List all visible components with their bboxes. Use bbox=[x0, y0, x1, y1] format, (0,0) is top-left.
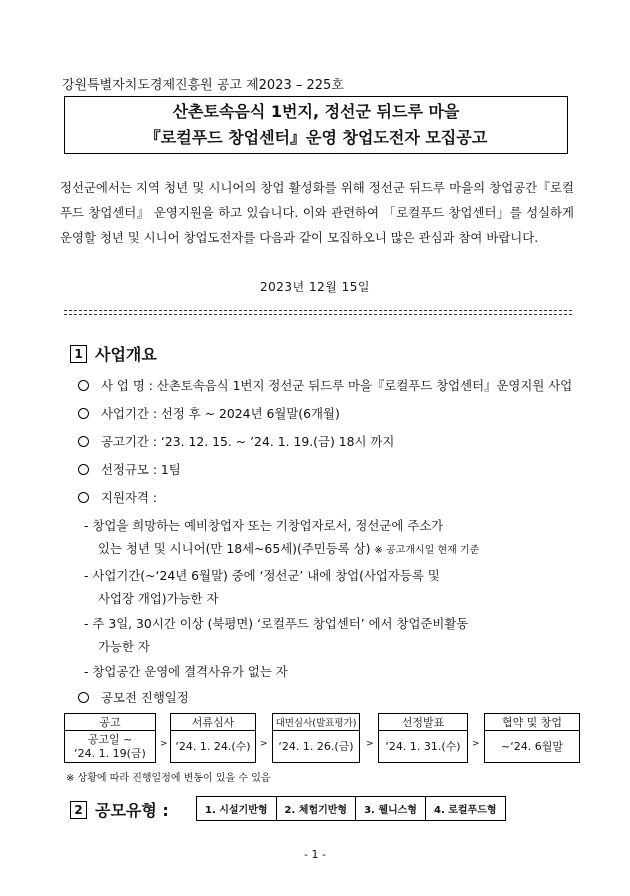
bullet-circle-icon bbox=[78, 464, 89, 475]
title-line-1: 산촌토속음식 1번지, 정선군 뒤드루 마을 bbox=[172, 102, 460, 121]
schedule-stage-notice: 공고 공고일 ~ ‘24. 1. 19(금) bbox=[64, 713, 156, 763]
schedule-note: ※ 상황에 따라 진행일정에 변동이 있을 수 있음 bbox=[66, 773, 271, 784]
type-experience: 2. 체험기반형 bbox=[277, 797, 357, 820]
type-localfood: 4. 로컬푸드형 bbox=[433, 805, 497, 816]
double-divider bbox=[64, 310, 572, 315]
overview-item-scale: 선정규모 : 1팀 bbox=[78, 460, 181, 478]
notice-number: 강원특별자치도경제진흥원 공고 제2023 – 225호 bbox=[62, 78, 344, 93]
arrow-right-icon: > bbox=[366, 739, 374, 749]
intro-paragraph: 정선군에서는 지역 청년 및 시니어의 창업 활성화를 위해 정선군 뒤드루 마을의 창업공간『로컬푸드 창업센터』 운영지원을 하고 있습니다. 이와 관련하여 「로컬푸드 창업센터」를 성실하게 운영할 청년 및 시니어 창업도전자를 다음과 같이 모집하오니 많은 관심과 참여 바랍니다. bbox=[60, 180, 574, 245]
page-number: - 1 - bbox=[304, 848, 326, 861]
overview-item-qualification: 지원자격 : bbox=[78, 488, 157, 506]
section-1-heading bbox=[70, 342, 157, 365]
arrow-right-icon: > bbox=[472, 739, 480, 749]
title-box bbox=[64, 96, 568, 154]
type-wellness: 3. 웰니스형 bbox=[356, 797, 426, 820]
qualification-4: - 창업공간 운영에 결격사유가 없는 자 bbox=[84, 664, 288, 679]
application-types bbox=[196, 796, 506, 821]
section-1-number: 1 bbox=[70, 345, 87, 363]
schedule-stage-interview: 대면심사(발표평가) ‘24. 1. 26.(금) bbox=[272, 713, 360, 763]
schedule-stage-announcement: 선정발표 ‘24. 1. 31.(수) bbox=[378, 713, 468, 763]
title-line-2: 『로컬푸드 창업센터』운영 창업도전자 모집공고 bbox=[144, 128, 488, 147]
section-1-title: 사업개요 bbox=[95, 345, 157, 364]
qualification-2: - 사업기간(~‘24년 6월말) 중에 ‘정선군’ 내에 창업(사업자등록 및 사업장 개업)가능한 자 bbox=[84, 568, 440, 606]
bullet-circle-icon bbox=[78, 492, 89, 503]
type-facility: 1. 시설기반형 bbox=[197, 797, 277, 820]
schedule-stage-agreement: 협약 및 창업 ~‘24. 6월말 bbox=[484, 713, 580, 763]
section-2-title: 공모유형 : bbox=[95, 801, 169, 820]
qualification-1: - 창업을 희망하는 예비창업자 또는 기창업자로서, 정선군에 주소가 있는 청년 및 시니어(만 18세~65세)(주민등록 상) ※ 공고개시일 현재 기준 bbox=[84, 518, 480, 556]
bullet-circle-icon bbox=[78, 408, 89, 419]
arrow-right-icon: > bbox=[260, 739, 268, 749]
bullet-circle-icon bbox=[78, 380, 89, 391]
notice-date: 2023년 12월 15일 bbox=[260, 280, 370, 294]
bullet-circle-icon bbox=[78, 436, 89, 447]
section-2-heading bbox=[70, 798, 169, 821]
overview-item-schedule: 공모전 진행일정 bbox=[78, 688, 189, 706]
qualification-3: - 주 3일, 30시간 이상 (북평면) ‘로컬푸드 창업센터’ 에서 창업준비활동 가능한 자 bbox=[84, 616, 469, 654]
bullet-circle-icon bbox=[78, 692, 89, 703]
arrow-right-icon: > bbox=[160, 739, 168, 749]
overview-item-name: 사 업 명 : 산촌토속음식 1번지 정선군 뒤드루 마을『로컬푸드 창업센터』운영지원 사업 bbox=[78, 376, 572, 394]
schedule-stage-document-review: 서류심사 ‘24. 1. 24.(수) bbox=[170, 713, 256, 763]
overview-item-notice-period: 공고기간 : ‘23. 12. 15. ~ ’24. 1. 19.(금) 18시 까지 bbox=[78, 432, 394, 450]
section-2-number: 2 bbox=[70, 801, 87, 819]
overview-item-period: 사업기간 : 선정 후 ~ 2024년 6월말(6개월) bbox=[78, 404, 340, 422]
